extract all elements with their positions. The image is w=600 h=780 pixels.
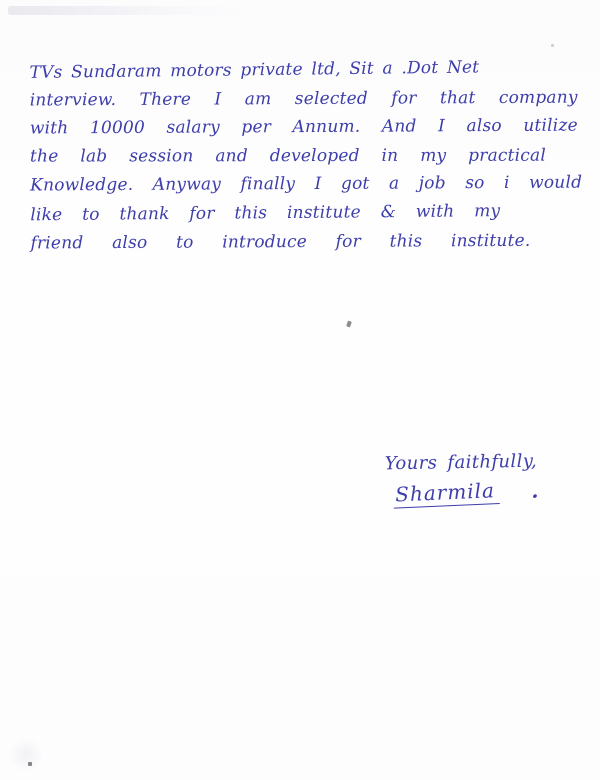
letter-line: like to thank for this institute & with my (30, 201, 501, 226)
signature-row (393, 479, 539, 508)
letter-line: Knowledge. Anyway finally I got a job so i would (30, 172, 583, 196)
letter-closing (385, 451, 539, 508)
scan-smudge-artifact (8, 738, 44, 772)
dust-speck-artifact (551, 44, 554, 47)
ink-speck-artifact (346, 320, 352, 327)
letter-body (29, 55, 582, 258)
letter-line: friend also to introduce for this institute. (30, 230, 531, 254)
letter-line: with 10000 salary per Annum. And I also utilize (29, 115, 578, 139)
letter-line: TVs Sundaram motors private ltd, Sit a .Dot Net (29, 57, 480, 83)
valediction-text: Yours faithfully, (384, 450, 538, 475)
signature-period: . (531, 478, 539, 503)
dust-dot-artifact (28, 762, 32, 766)
letter-line: interview. There I am selected for that company (29, 87, 578, 111)
letter-line: the lab session and developed in my practical (29, 145, 547, 167)
scan-streak-artifact (8, 6, 263, 15)
signature-name: Sharmila (393, 478, 500, 509)
